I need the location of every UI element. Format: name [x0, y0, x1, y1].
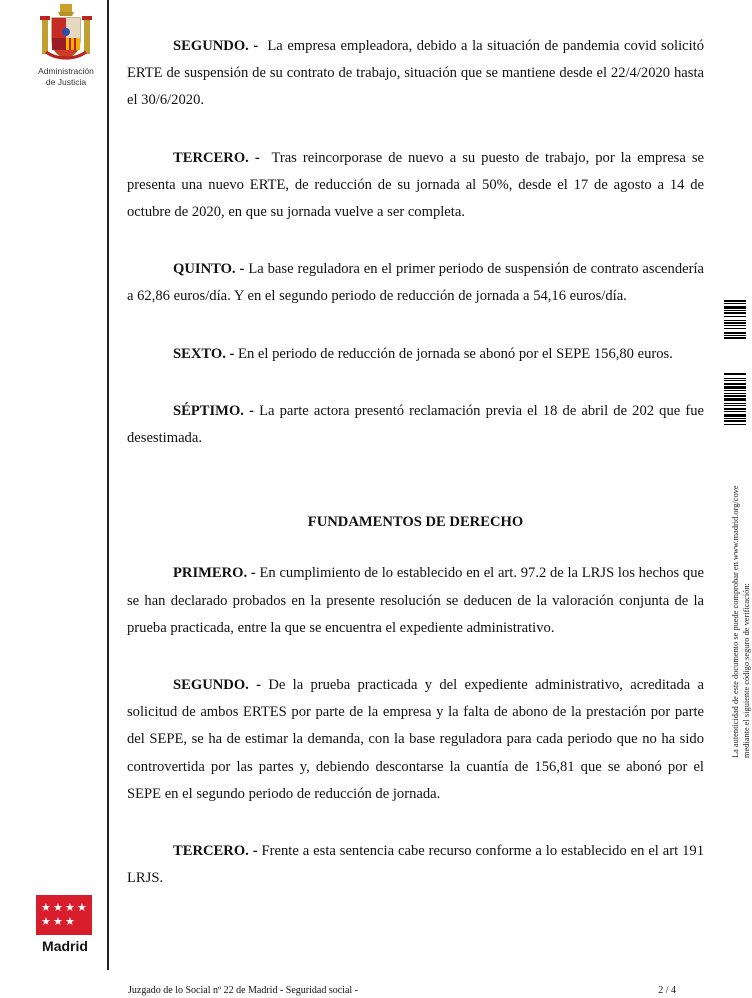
page-number: 2 / 4 [658, 985, 676, 996]
barcode-stripe [724, 386, 746, 389]
barcode-icon [724, 300, 746, 340]
barcode-stripe [724, 320, 746, 321]
ground-paragraph-segundo [127, 672, 704, 808]
fact-paragraph-segundo [127, 33, 704, 115]
ground-paragraph-primero [127, 560, 704, 642]
barcode-stripe [724, 424, 746, 425]
paragraph-label: SEGUNDO. - [173, 38, 259, 54]
fact-paragraph-quinto [127, 256, 704, 310]
verification-note-line1: La autenticidad de este documento se puede comprobar en www.madrid.org/cove [731, 485, 740, 758]
barcode-stripe [724, 405, 746, 406]
barcode-stripe [724, 328, 746, 329]
verification-note [724, 438, 751, 758]
madrid-flag-icon: ★ ★ ★ ★ ★ ★ ★ [36, 895, 92, 935]
barcode-stripe [724, 403, 746, 404]
madrid-logo-caption: Madrid [42, 938, 88, 954]
barcode-stripe [724, 398, 746, 401]
barcode-stripe [724, 312, 746, 314]
barcode-stripe [724, 393, 746, 394]
verification-note-line2: mediante el siguiente código seguro de verificación: [742, 583, 751, 758]
page-footer [128, 985, 676, 996]
facts-list [127, 33, 704, 452]
barcode-stripe [724, 325, 746, 326]
barcode-stripe [724, 303, 746, 304]
logo-caption-line1: Administración [38, 66, 94, 76]
barcode-stripe [724, 383, 746, 385]
barcode-stripe [724, 332, 746, 334]
paragraph-text: La base reguladora en el primer periodo de suspensión de contrato ascendería a 62,86 euros/día. Y en el segundo periodo de reducción de jornada a 54,16 euros/día. [127, 261, 704, 305]
paragraph-text: Frente a esta sentencia cabe recurso conforme a lo establecido en el art 191 LRJS. [127, 843, 705, 887]
madrid-logo [36, 895, 94, 954]
fact-paragraph-tercero [127, 145, 704, 227]
justice-emblem [28, 2, 104, 87]
paragraph-text: De la prueba practicada y del expediente administrativo, acreditada a solicitud de ambos ERTES por parte de la empresa y la falta de abono de la prestación por parte del SEPE, se ha de estimar la demanda, con la base reguladora para cada periodo que no ha sido controvertida por las partes y, debiendo descontarse la cuantía de 156,81 que se abonó por el SEPE en el segundo periodo de reducción de jornada. [127, 677, 704, 802]
barcode-stripe [724, 395, 746, 397]
barcode-stripe [724, 316, 746, 317]
barcode-stripe [724, 414, 746, 417]
paragraph-label: TERCERO. - [173, 149, 260, 166]
legal-grounds-list [127, 560, 704, 892]
barcode-stripe [724, 337, 746, 339]
barcode-stripe [724, 390, 746, 391]
barcode-icon [724, 373, 746, 425]
logo-caption-line2: de Justicia [45, 77, 87, 87]
barcode-stripe [724, 408, 746, 410]
barcode-stripe [724, 310, 746, 311]
fact-paragraph-sexto [127, 341, 704, 368]
margin-rule [107, 0, 109, 970]
paragraph-text: Tras reincorporase de nuevo a su puesto de trabajo, por la empresa se presenta una nuevo ERTE, de reducción de su jornada al 50%, desde el 17 de agosto a 14 de octubre de 2020, en que su jornada vuelve a ser completa. [127, 149, 704, 221]
barcode-stripe [724, 378, 746, 379]
paragraph-text: En cumplimiento de lo establecido en el art. 97.2 de la LRJS los hechos que se han declarado probados en la presente resolución se deducen de la valoración conjunta de la prueba practicada, entre la que se encuentra el expediente administrativo. [127, 565, 704, 636]
paragraph-text: La empresa empleadora, debido a la situación de pandemia covid solicitó ERTE de suspensión de su contrato de trabajo, situación que se mantiene desde el 22/4/2020 hasta el 30/6/2020. [127, 38, 705, 109]
barcode-stripe [724, 300, 746, 302]
paragraph-label: SEGUNDO. - [173, 677, 261, 694]
barcode-stripe [724, 306, 746, 309]
document-body [127, 33, 704, 892]
barcode-stripe [724, 420, 746, 422]
paragraph-label: SEXTO. - [173, 345, 235, 362]
paragraph-text: En el periodo de reducción de jornada se abonó por el SEPE 156,80 euros. [238, 345, 673, 362]
barcode-stripe [724, 380, 746, 381]
barcode-stripe [724, 418, 746, 419]
paragraph-label: QUINTO. - [173, 261, 245, 278]
paragraph-text: La parte actora presentó reclamación previa el 18 de abril de 202 que fue desestimada. [127, 402, 704, 447]
section-title: FUNDAMENTOS DE DERECHO [307, 514, 524, 531]
paragraph-label: SÉPTIMO. - [173, 402, 254, 419]
barcode-stripe [724, 335, 746, 336]
barcode-stripe [724, 373, 746, 375]
paragraph-label: PRIMERO. - [173, 565, 256, 582]
paragraph-label: TERCERO. - [173, 843, 258, 860]
coat-of-arms-icon [38, 2, 94, 60]
barcode-stripe [724, 411, 746, 412]
fact-paragraph-septimo [127, 398, 704, 452]
footer-court-name: Juzgado de lo Social nº 22 de Madrid - Seguridad social - [128, 985, 358, 996]
ground-paragraph-tercero [127, 838, 704, 892]
barcode-stripe [724, 322, 746, 324]
